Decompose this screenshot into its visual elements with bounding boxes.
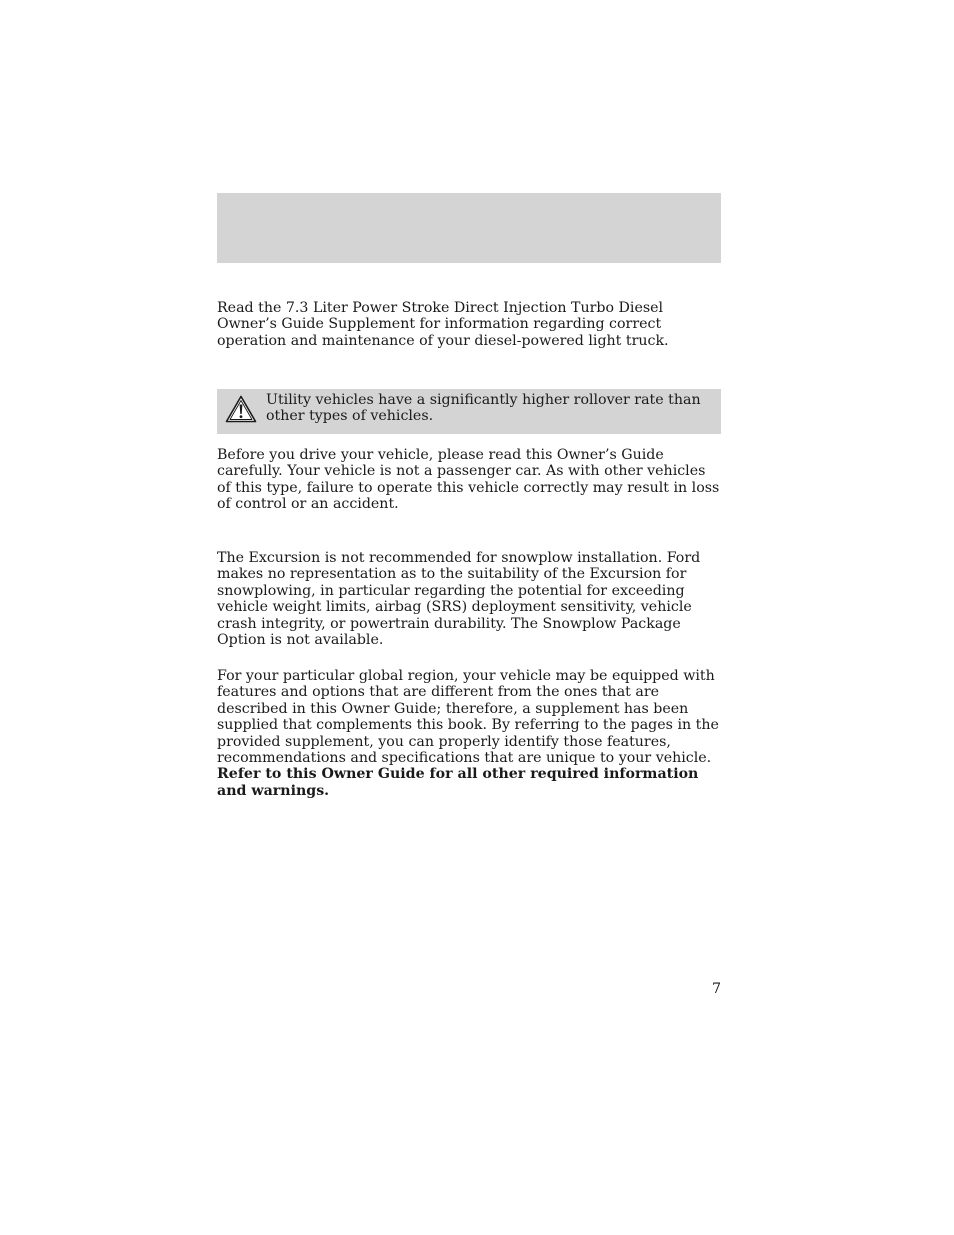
global-region-text: For your particular global region, your vehicle may be equipped with features and options that are different from the ones that are described in this Owner Guide; therefore, a supplement has been supplied that complements this book. By referring to the pages in the provided supplement, you can properly identify those features, recommendations and specifications that are unique to your vehicle. (217, 668, 719, 767)
before-drive-paragraph: Before you drive your vehicle, please read this Owner’s Guide carefully. Your vehicle is not a passenger car. As with other vehicles of this type, failure to operate this vehicle correctly may result in loss of control or an accident. (217, 447, 720, 513)
global-region-paragraph (217, 668, 723, 799)
snowplow-paragraph: The Excursion is not recommended for snowplow installation. Ford makes no representation as to the suitability of the Excursion for snowplowing, in particular regarding the potential for exceeding vehicle weight limits, airbag (SRS) deployment sensitivity, vehicle crash integrity, or powertrain durability. The Snowplow Package Option is not available. (217, 550, 701, 649)
diesel-supplement-paragraph: Read the 7.3 Liter Power Stroke Direct Injection Turbo Diesel Owner’s Guide Supplement for information regarding correct operation and maintenance of your diesel-powered light truck. (217, 300, 669, 349)
warning-triangle-icon (225, 395, 257, 423)
page-number: 7 (711, 981, 721, 997)
warning-box (217, 389, 721, 434)
warning-text: Utility vehicles have a significantly higher rollover rate than other types of vehicles. (266, 392, 701, 425)
global-region-bold-text: Refer to this Owner Guide for all other required information and warnings. (217, 766, 699, 799)
section-header-bar (217, 193, 721, 263)
